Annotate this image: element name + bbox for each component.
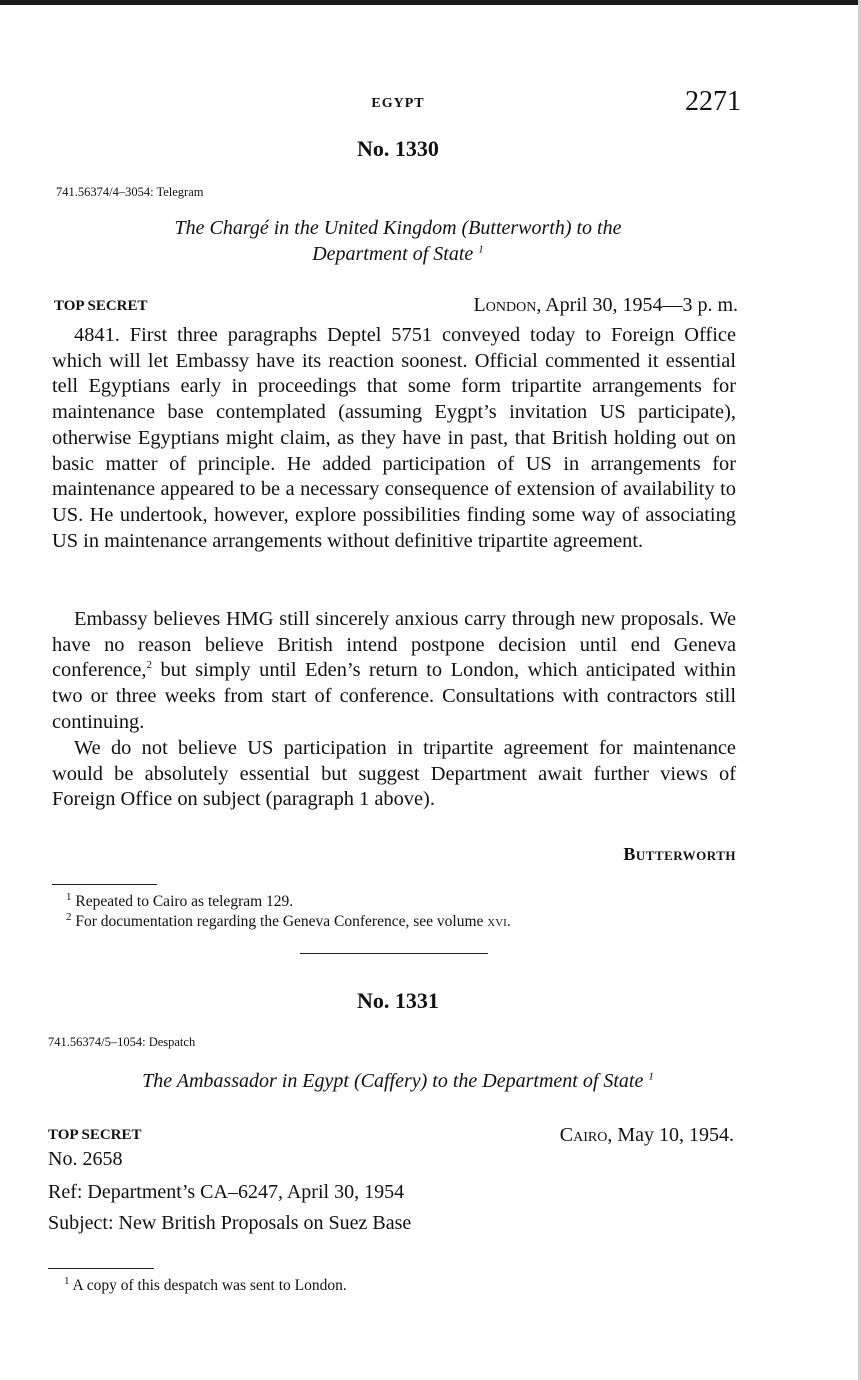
document-number: No. 1331: [357, 988, 439, 1013]
document-title: [0, 1068, 796, 1094]
document-number: No. 1330: [357, 136, 439, 161]
despatch-number: No. 2658: [48, 1148, 123, 1170]
footnote-marker: 2: [146, 659, 153, 672]
dateline-place: Cairo: [559, 1124, 608, 1146]
footnote: [64, 1276, 347, 1296]
dateline: [474, 294, 738, 317]
scan-top-edge: [0, 0, 861, 5]
footnote-volume: xvi: [487, 913, 507, 930]
footnote-rule: [48, 1268, 154, 1269]
reference: Ref: Department’s CA–6247, April 30, 1954: [48, 1181, 405, 1203]
title-line-2: [0, 241, 796, 267]
dateline-date: , April 30, 1954—3 p. m.: [536, 294, 738, 316]
footnote-end: .: [506, 913, 511, 930]
footnote-marker: 1: [648, 1070, 654, 1083]
body-paragraph: [52, 607, 736, 736]
footnote: [66, 912, 511, 932]
footnote-text: For documentation regarding the Geneva Conference, see volume: [75, 913, 484, 930]
footnote-text: A copy of this despatch was sent to London.: [72, 1277, 347, 1294]
classification: TOP SECRET: [54, 298, 148, 314]
footnote: [66, 892, 293, 912]
signature: Butterworth: [623, 844, 736, 864]
title-line-2-text: Department of State: [312, 243, 474, 265]
running-head: EGYPT: [371, 96, 425, 111]
footnote-rule: [52, 884, 157, 885]
page-number: 2271: [685, 86, 741, 117]
footnote-marker: 2: [66, 910, 72, 923]
section-divider: [300, 953, 488, 954]
footnote-marker: 1: [478, 243, 484, 256]
footnote-marker: 1: [64, 1274, 70, 1287]
dateline: [560, 1124, 734, 1147]
file-reference: 741.56374/5–1054: Despatch: [48, 1035, 196, 1049]
paragraph-text: Embassy believes HMG still sincerely anxious carry through new proposals. We have no reason believe British intend postpone decision until end Geneva conference,: [52, 608, 736, 682]
title-line-1: The Chargé in the United Kingdom (Butterworth) to the: [174, 217, 622, 239]
title-text: The Ambassador in Egypt (Caffery) to the Department of State: [142, 1070, 644, 1092]
paragraph-text: but simply until Eden’s return to London, which anticipated within two or three weeks from start of conference. Consultations with contractors still continuing.: [52, 659, 736, 733]
subject: Subject: New British Proposals on Suez Base: [48, 1212, 412, 1234]
body-paragraph: We do not believe US participation in tripartite agreement for maintenance would be absolutely essential but suggest Department await further views of Foreign Office on subject (paragraph 1 above).: [52, 737, 736, 811]
body-paragraph: 4841. First three paragraphs Deptel 5751 conveyed today to Foreign Office which will let Embassy have its reaction soonest. Official commented it essential tell Egyptians early in proceedings that some form tripartite arrangements for maintenance base contemplated (assuming Eygpt’s invitation US participate), otherwise Egyptians might claim, as they have in past, that British holding out on basic matter of principle. He added participation of US in arrangements for maintenance appeared to be a necessary consequence of extension of availability to US. He undertook, however, explore possibilities finding some way of associating US in maintenance arrangements without definitive tripartite agreement.: [52, 324, 736, 552]
dateline-place: London: [473, 294, 537, 316]
document-title: [0, 215, 796, 267]
footnote-marker: 1: [66, 890, 72, 903]
file-reference: 741.56374/4–3054: Telegram: [56, 185, 204, 199]
footnote-text: Repeated to Cairo as telegram 129.: [75, 893, 294, 910]
dateline-date: , May 10, 1954.: [607, 1124, 734, 1146]
classification: TOP SECRET: [48, 1127, 142, 1143]
